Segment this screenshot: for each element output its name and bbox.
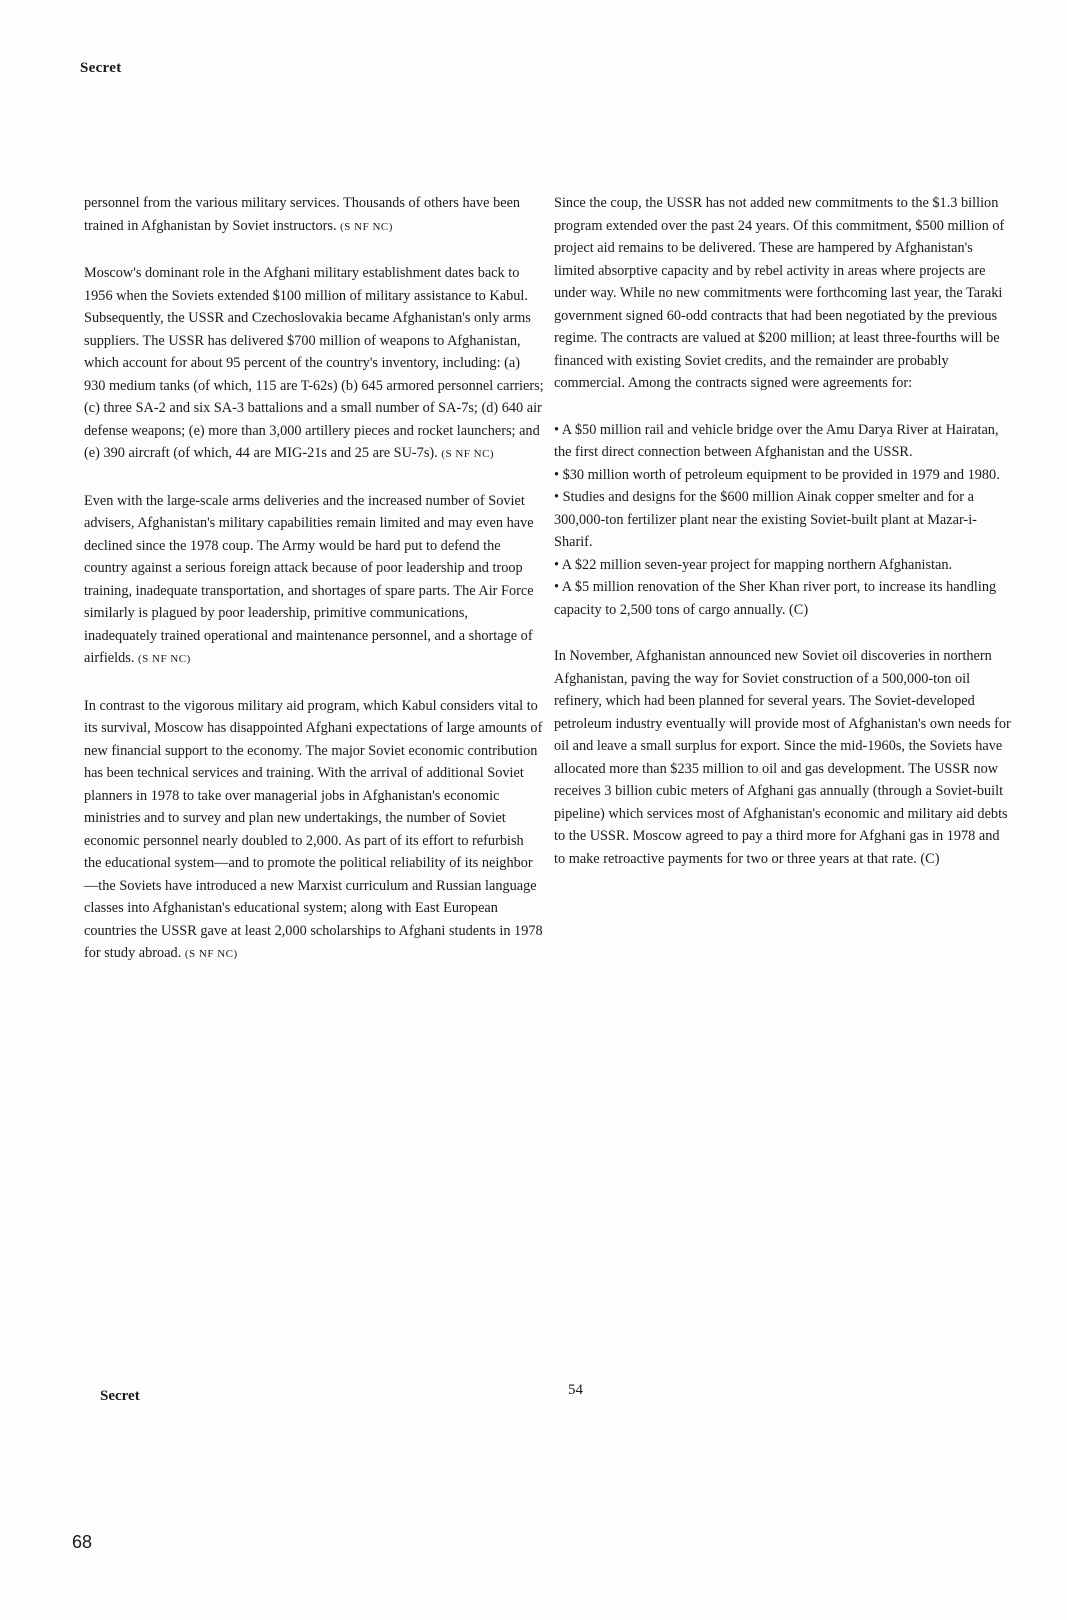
right-column — [554, 192, 1011, 894]
right-closing-paragraph — [554, 645, 1011, 870]
classification-mark: (S NF NC) — [441, 448, 495, 460]
paragraph-text: Even with the large-scale arms deliveries and the increased number of Soviet advisers, Afghanistan's military capabilities remain limited and may even have declined since the 1978 coup. The Army would be hard put to defend the country against a serious foreign attack because of poor leadership and troop training, inadequate transportation, and shortages of spare parts. The Air Force similarly is plagued by poor leadership, primitive communications, inadequately trained operational and maintenance personnel, and a shortage of airfields. — [84, 492, 534, 666]
left-paragraph-3 — [84, 490, 544, 671]
classification-mark: (C) — [920, 850, 940, 867]
classification-mark: (S NF NC) — [138, 653, 191, 665]
bullet-item: • A $50 million rail and vehicle bridge over the Amu Darya River at Hairatan, the first direct connection between Afghanistan and the USSR. — [554, 419, 1011, 464]
left-paragraph-2 — [84, 262, 544, 466]
right-intro-paragraph: Since the coup, the USSR has not added new commitments to the $1.3 billion program extended over the past 24 years. Of this commitment, $500 million of project aid remains to be delivered. These are hampered by Afghanistan's limited absorptive capacity and by rebel activity in areas where projects are under way. While no new commitments were forthcoming last year, the Taraki government signed 60-odd contracts that had been negotiated by the previous regime. The contracts are valued at $200 million; at least three-fourths will be financed with existing Soviet credits, and the remainder are probably commercial. Among the contracts signed were agreements for: — [554, 195, 1005, 391]
contracts-bullet-list — [554, 419, 1011, 622]
paragraph-text: Moscow's dominant role in the Afghani military establishment dates back to 1956 when the Soviets extended $100 million of military assistance to Kabul. Subsequently, the USSR and Czechoslovakia became Afghanistan's only arms suppliers. The USSR has delivered $700 million of weapons to Afghanistan, which account for about 95 percent of the country's inventory, including: (a) 930 medium tanks (of which, 115 are T-62s) (b) 645 armored personnel carriers; (c) three SA-2 and six SA-3 battalions and a small number of SA-7s; (d) 640 air defense weapons; (e) more than 3,000 artillery pieces and rocket launchers; and (e) 390 aircraft (of which, 44 are MIG-21s and 25 are SU-7s). — [84, 265, 544, 461]
archive-page-number: 68 — [72, 1532, 93, 1552]
page-number: 54 — [568, 1382, 583, 1398]
paragraph-text: personnel from the various military services. Thousands of others have been trained in Afghanistan by Soviet instructors. — [84, 195, 521, 234]
left-paragraph-1 — [84, 192, 544, 238]
left-column — [84, 192, 544, 990]
bullet-item: • A $5 million renovation of the Sher Khan river port, to increase its handling capacity to 2,500 tons of cargo annually. (C) — [554, 576, 1011, 621]
bullet-item: • Studies and designs for the $600 million Ainak copper smelter and for a 300,000-ton fertilizer plant near the existing Soviet-built plant at Mazar-i-Sharif. — [554, 486, 1011, 554]
bullet-item: • $30 million worth of petroleum equipment to be provided in 1979 and 1980. — [554, 464, 1011, 487]
left-paragraph-4 — [84, 695, 544, 966]
footer-classification: Secret — [100, 1388, 140, 1404]
paragraph-text: In contrast to the vigorous military aid program, which Kabul considers vital to its survival, Moscow has disappointed Afghani expectations of large amounts of new financial support to the economy. The major Soviet economic contribution has been technical services and training. With the arrival of additional Soviet planners in 1978 to take over managerial jobs in Afghanistan's economic ministries and to survey and plan new undertakings, the number of Soviet economic personnel nearly doubled to 2,000. As part of its effort to refurbish the educational system—and to promote the political reliability of its neighbor—the Soviets have introduced a new Marxist curriculum and Russian language classes into Afghanistan's educational system; along with East European countries the USSR gave at least 2,000 scholarships to Afghani students in 1978 for study abroad. — [84, 697, 543, 961]
header-classification: Secret — [80, 60, 122, 76]
paragraph-text: In November, Afghanistan announced new Soviet oil discoveries in northern Afghanistan, paving the way for Soviet construction of a 500,000-ton oil refinery, which had been planned for several years. The Soviet-developed petroleum industry eventually will provide most of Afghanistan's own needs for oil and leave a small surplus for export. Since the mid-1960s, the Soviets have allocated more than $235 million to oil and gas development. The USSR now receives 3 billion cubic meters of Afghani gas annually (through a Soviet-built pipeline) which services most of Afghanistan's economic and military aid debts to the USSR. Moscow agreed to pay a third more for Afghani gas in 1978 and to make retroactive payments for two or three years at that rate. — [554, 648, 1011, 867]
classification-mark: (S NF NC) — [184, 948, 238, 960]
classification-mark: (S NF NC) — [340, 220, 393, 233]
bullet-item: • A $22 million seven-year project for mapping northern Afghanistan. — [554, 554, 1011, 577]
